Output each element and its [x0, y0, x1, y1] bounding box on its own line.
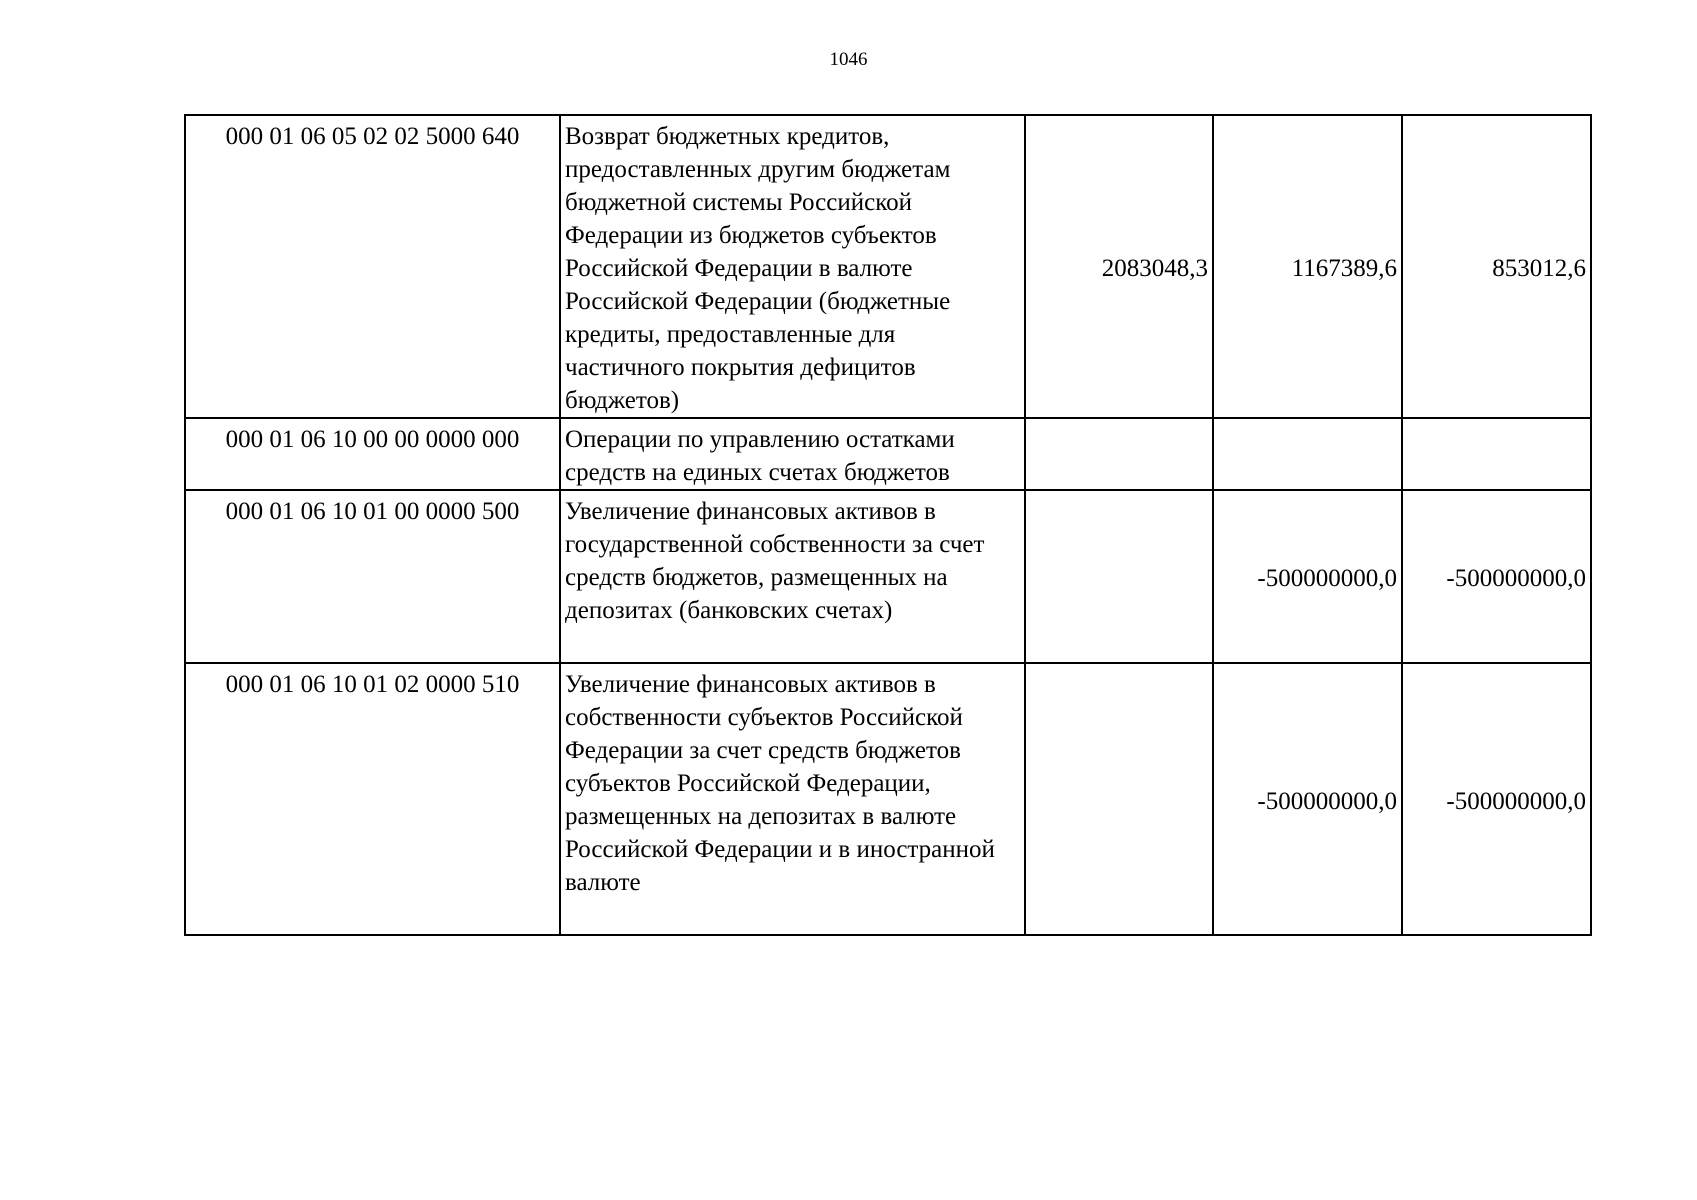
- description-cell: Увеличение финансовых активов в собственности субъектов Российской Федерации за счет средств бюджетов субъектов Российской Федерации, размещенных на депозитах в валюте Российской Федерации и в иностранной валюте: [560, 663, 1025, 935]
- budget-code-cell: 000 01 06 10 00 00 0000 000: [185, 418, 560, 490]
- amount-cell: 2083048,3: [1025, 115, 1213, 418]
- table-row: [185, 490, 1591, 663]
- budget-code-cell: 000 01 06 05 02 02 5000 640: [185, 115, 560, 418]
- description-cell: Операции по управлению остатками средств на единых счетах бюджетов: [560, 418, 1025, 490]
- amount-cell: [1025, 663, 1213, 935]
- amount-cell: 1167389,6: [1213, 115, 1402, 418]
- description-cell: Возврат бюджетных кредитов, предоставленных другим бюджетам бюджетной системы Российской Федерации из бюджетов субъектов Российской Федерации в валюте Российской Федерации (бюджетные кредиты, предоставленные для частичного покрытия дефицитов бюджетов): [560, 115, 1025, 418]
- table-row: [185, 115, 1591, 418]
- amount-cell: 853012,6: [1402, 115, 1591, 418]
- description-cell: Увеличение финансовых активов в государственной собственности за счет средств бюджетов, размещенных на депозитах (банковских счетах): [560, 490, 1025, 663]
- table-row: [185, 663, 1591, 935]
- amount-cell: -500000000,0: [1402, 490, 1591, 663]
- amount-cell: [1213, 418, 1402, 490]
- budget-code-cell: 000 01 06 10 01 02 0000 510: [185, 663, 560, 935]
- budget-code-cell: 000 01 06 10 01 00 0000 500: [185, 490, 560, 663]
- amount-cell: -500000000,0: [1213, 490, 1402, 663]
- budget-sources-table: [184, 114, 1592, 936]
- table-row: [185, 418, 1591, 490]
- amount-cell: [1025, 490, 1213, 663]
- amount-cell: [1402, 418, 1591, 490]
- page-number: 1046: [829, 49, 868, 70]
- amount-cell: [1025, 418, 1213, 490]
- amount-cell: -500000000,0: [1213, 663, 1402, 935]
- amount-cell: -500000000,0: [1402, 663, 1591, 935]
